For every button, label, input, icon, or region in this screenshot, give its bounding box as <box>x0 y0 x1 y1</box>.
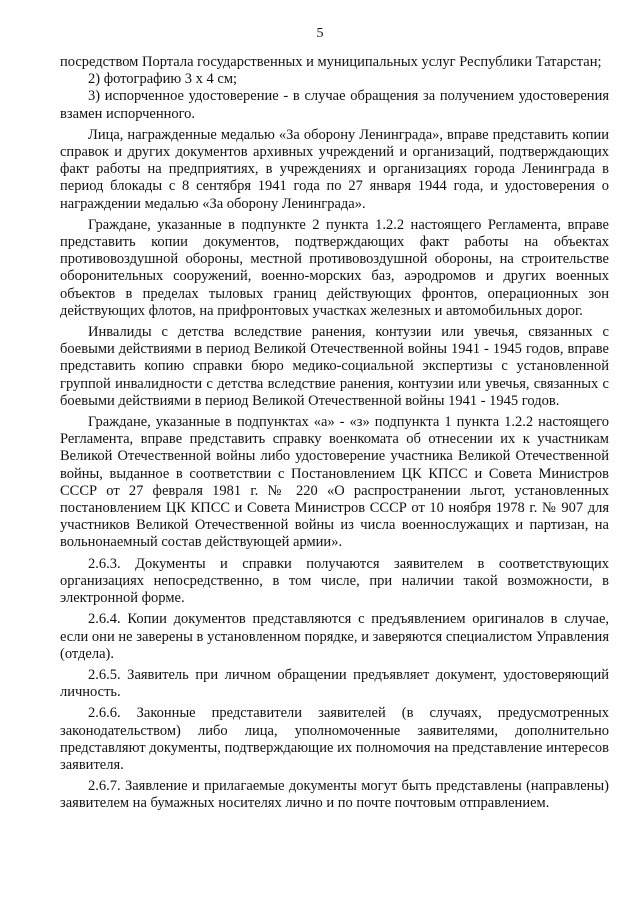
paragraph-2-6-6: 2.6.6. Законные представители заявителей (в случаях, предусмотренных законодательством) либо лица, уполномоченные заявителями, дополнительно представляют документы, подтверждающие их полномочия на представление интересов заявителя. <box>60 705 609 773</box>
paragraph-air-defense-workers: Граждане, указанные в подпункте 2 пункта 1.2.2 настоящего Регламента, вправе представить копии документов, подтверждающих факт работы на объектах противовоздушной обороны, местной противовоздушной обороны, на строительстве оборонительных сооружений, военно-морских баз, аэродромов и других военных объектов в пределах тыловых границ действующих фронтов, операционных зон действующих флотов, на прифронтовых участках железных и автомобильных дорог. <box>60 216 609 319</box>
paragraph-photo: 2) фотографию 3 х 4 см; <box>88 71 238 88</box>
paragraph-war-participants: Граждане, указанные в подпунктах «а» - «з» подпункта 1 пункта 1.2.2 настоящего Регламента, вправе представить справку военкомата об отнесении их к участникам Великой Отечественной войны либо удостоверение участника Великой Отечественной войны, выданное в соответствии с Постановлением ЦК КПСС и Совета Министров СССР от 27 февраля 1981 г. № 220 «О распространении льгот, установленных постановлением ЦК КПСС и Совета Министров СССР от 10 ноября 1978 г. № 907 для участников Великой Отечественной войны из числа военнослужащих и партизан, на вольнонаемный состав действующей армии». <box>60 414 609 551</box>
paragraph-portal: посредством Портала государственных и муниципальных услуг Республики Татарстан; <box>60 54 602 70</box>
page-number: 5 <box>316 26 324 41</box>
document-body <box>60 54 609 813</box>
paragraph-2-6-5: 2.6.5. Заявитель при личном обращении предъявляет документ, удостоверяющий личность. <box>60 666 609 701</box>
paragraph-2-6-7: 2.6.7. Заявление и прилагаемые документы могут быть представлены (направлены) заявителем на бумажных носителях лично и по почте почтовым отправлением. <box>60 778 609 812</box>
paragraph-childhood-disabled: Инвалиды с детства вследствие ранения, контузии или увечья, связанных с боевыми действиями в период Великой Отечественной войны 1941 - 1945 годов, вправе представить копию справки бюро медико-социальной экспертизы с установленной группой инвалидности с детства вследствие ранения, контузии или увечья, связанных с боевыми действиями в период Великой Отечественной войны 1941 - 1945 годов. <box>60 324 609 409</box>
paragraph-2-6-4: 2.6.4. Копии документов представляются с предъявлением оригиналов в случае, если они не заверены в установленном порядке, и заверяются специалистом Управления (отдела). <box>60 611 609 662</box>
paragraph-damaged-certificate: 3) испорченное удостоверение - в случае обращения за получением удостоверения взамен испорченного. <box>60 88 609 122</box>
paragraph-leningrad-medal: Лица, награжденные медалью «За оборону Ленинграда», вправе представить копии справок и других документов архивных учреждений и организаций, подтверждающих факт работы на предприятиях, в учреждениях и организациях города Ленинграда в период блокады с 8 сентября 1941 года по 27 января 1944 года, и удостоверения о награждении медалью «За оборону Ленинграда». <box>60 126 609 212</box>
paragraph-2-6-3: 2.6.3. Документы и справки получаются заявителем в соответствующих организациях непосредственно, в том числе, при наличии такой возможности, в электронной форме. <box>60 555 609 607</box>
